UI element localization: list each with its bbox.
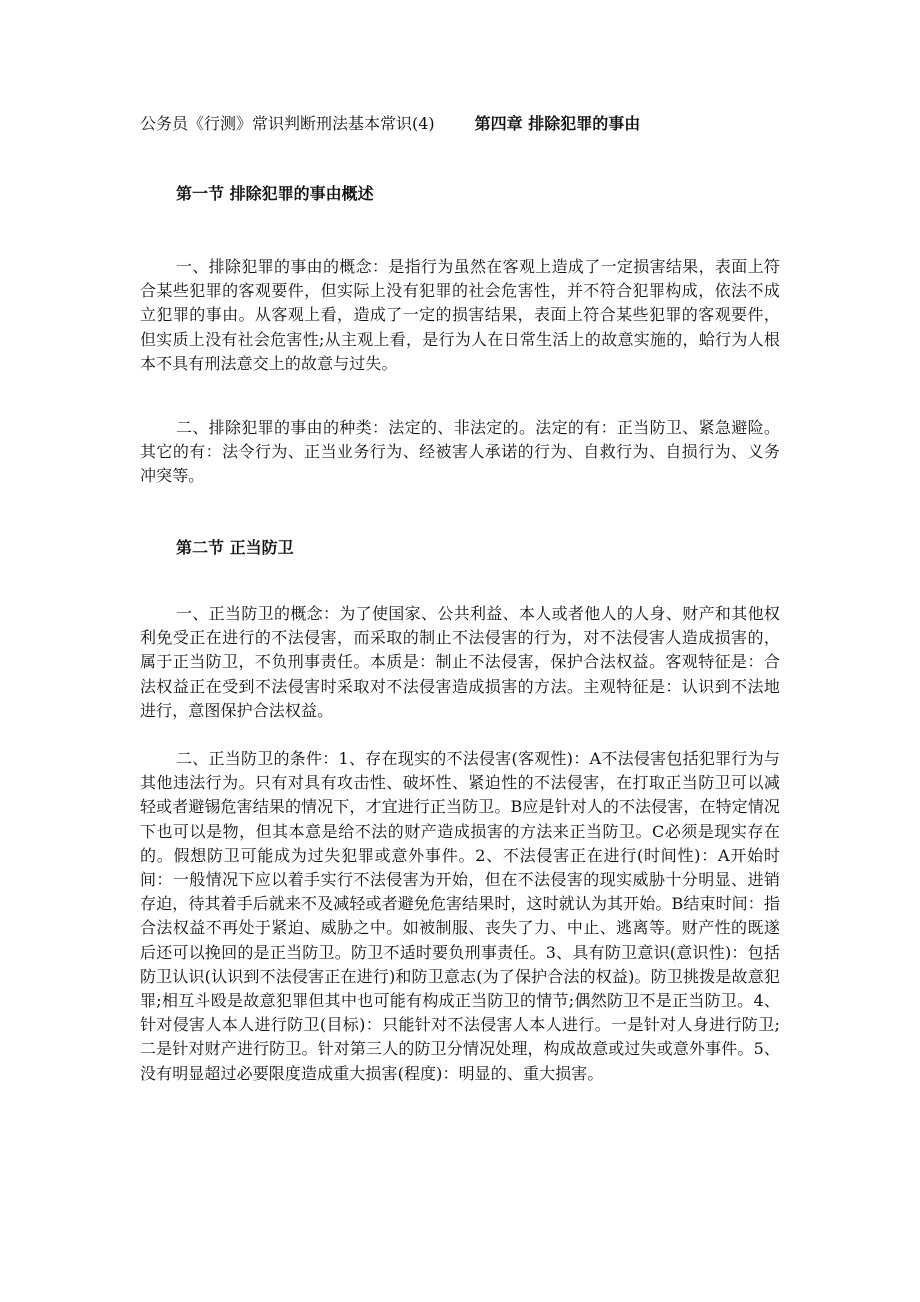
document-title: 公务员《行测》常识判断刑法基本常识(4) bbox=[140, 114, 435, 133]
paragraph-concept: 一、排除犯罪的事由的概念：是指行为虽然在客观上造成了一定损害结果，表面上符合某些犯罪的客观要件，但实际上没有犯罪的社会危害性，并不符合犯罪构成，依法不成立犯罪的事由。从客观上看，造成了一定的损害结果，表面上符合某些犯罪的客观要件，但实质上没有社会危害性;从主观上看，是行为人在日常生活上的故意实施的，蛤行为人根本不具有刑法意交上的故意与过失。 bbox=[140, 257, 780, 373]
paragraph-types: 二、排除犯罪的事由的种类：法定的、非法定的。法定的有：正当防卫、紧急避险。其它的有：法令行为、正当业务行为、经被害人承诺的行为、自救行为、自损行为、义务冲突等。 bbox=[140, 418, 780, 486]
paragraph-self-defense-concept: 一、正当防卫的概念：为了使国家、公共利益、本人或者他人的人身、财产和其他权利免受正在进行的不法侵害，而采取的制止不法侵害的行为，对不法侵害人造成损害的，属于正当防卫，不负刑事责任。本质是：制止不法侵害，保护合法权益。客观特征是：合法权益正在受到不法侵害时采取对不法侵害造成损害的方法。主观特征是：认识到不法地进行，意图保护合法权益。 bbox=[140, 604, 780, 720]
document-title-line bbox=[140, 112, 780, 136]
section-heading-2: 第二节 正当防卫 bbox=[176, 538, 294, 557]
paragraph-self-defense-conditions: 二、正当防卫的条件：1、存在现实的不法侵害(客观性)：A不法侵害包括犯罪行为与其他违法行为。只有对具有攻击性、破坏性、紧迫性的不法侵害，在打取正当防卫可以减轻或者避锡危害结果的情况下，才宜进行正当防卫。B应是针对人的不法侵害，在特定情况下也可以是物，但其本意是给不法的财产造成损害的方法来正当防卫。C必须是现实存在的。假想防卫可能成为过失犯罪或意外事件。2、不法侵害正在进行(时间性)：A开始时间：一般情况下应以着手实行不法侵害为开始，但在不法侵害的现实威胁十分明显、进销存迫，待其着手后就来不及减轻或者避免危害结果时，这时就认为其开始。B结束时间：指合法权益不再处于紧迫、威胁之中。如被制服、丧失了力、中止、逃离等。财产性的既遂后还可以挽回的是正当防卫。防卫不适时要负刑事责任。3、具有防卫意识(意识性)：包括防卫认识(认识到不法侵害正在进行)和防卫意志(为了保护合法的权益)。防卫挑拨是故意犯罪;相互斗殴是故意犯罪但其中也可能有构成正当防卫的情节;偶然防卫不是正当防卫。4、针对侵害人本人进行防卫(目标)：只能针对不法侵害人本人进行。一是针对人身进行防卫;二是针对财产进行防卫。针对第三人的防卫分情况处理，构成故意或过失或意外事件。5、没有明显超过必要限度造成重大损害(程度)：明显的、重大损害。 bbox=[140, 749, 780, 1083]
section-heading-1: 第一节 排除犯罪的事由概述 bbox=[176, 184, 374, 203]
chapter-title: 第四章 排除犯罪的事由 bbox=[474, 114, 641, 133]
